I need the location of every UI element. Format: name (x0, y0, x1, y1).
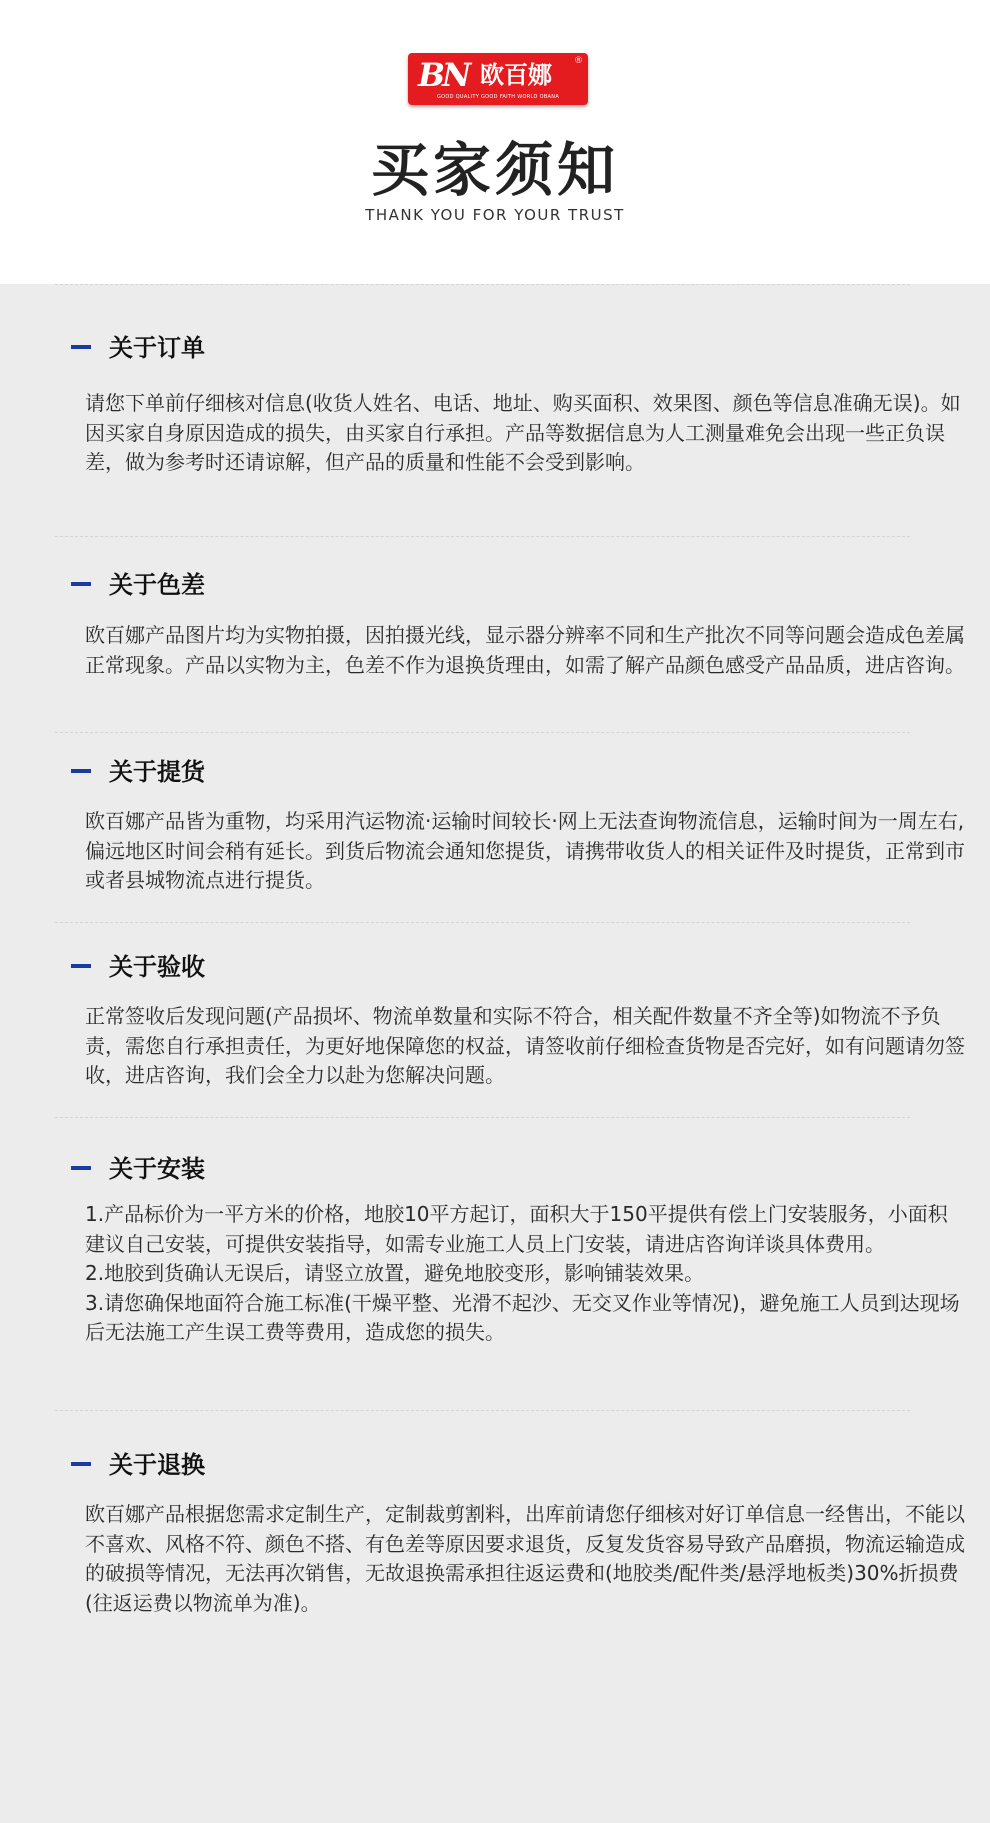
section-paragraph: 欧百娜产品根据您需求定制生产，定制裁剪割料，出库前请您仔细核对好订单信息一经售出，不能以不喜欢、风格不符、颜色不搭、有色差等原因要求退货，反复发货容易导致产品磨损，物流运输造成的破损等情况，无法再次销售，无故退换需承担往返运费和(地胶类/配件类/悬浮地板类)30%折损费(往返运费以物流单为准)。 (85, 1502, 965, 1615)
section-paragraph: 1.产品标价为一平方米的价格，地胶10平方起订，面积大于150平提供有偿上门安装服务，小面积建议自己安装，可提供安装指导，如需专业施工人员上门安装，请进店咨询详谈具体费用。 (85, 1202, 948, 1256)
section-divider (55, 1410, 910, 1411)
section-body (85, 1200, 965, 1348)
section-paragraph: 正常签收后发现问题(产品损坏、物流单数量和实际不符合，相关配件数量不齐全等)如物流不予负责，需您自行承担责任，为更好地保障您的权益，请签收前仔细检查货物是否完好，如有问题请勿签收，进店咨询，我们会全力以赴为您解决问题。 (85, 1004, 965, 1087)
brand-logo (408, 53, 588, 105)
dash-icon (71, 769, 91, 773)
logo-name: 欧百娜 (480, 61, 552, 89)
header-banner (0, 0, 990, 284)
dash-icon (71, 582, 91, 586)
section-divider (55, 1117, 910, 1118)
section-paragraph: 欧百娜产品皆为重物，均采用汽运物流·运输时间较长·网上无法查询物流信息，运输时间为一周左右,偏远地区时间会稍有延长。到货后物流会通知您提货，请携带收货人的相关证件及时提货，正常到市或者县城物流点进行提货。 (85, 809, 965, 892)
section-title: 关于色差 (109, 571, 205, 599)
section-title: 关于安装 (109, 1155, 205, 1183)
dash-icon (71, 1462, 91, 1466)
section-paragraph: 欧百娜产品图片均为实物拍摄，因拍摄光线，显示器分辨率不同和生产批次不同等问题会造成色差属正常现象。产品以实物为主，色差不作为退换货理由，如需了解产品颜色感受产品品质，进店咨询。 (85, 623, 965, 677)
page-title: 买家须知 (370, 136, 619, 204)
section-divider (55, 284, 910, 285)
section-paragraph: 3.请您确保地面符合施工标准(干燥平整、光滑不起沙、无交叉作业等情况)，避免施工人员到达现场后无法施工产生误工费等费用，造成您的损失。 (85, 1290, 960, 1344)
logo-slogan: GOOD QUALITY GOOD FAITH WORLD OBANA (436, 94, 560, 100)
section-body (85, 807, 965, 896)
section-title: 关于退换 (109, 1451, 205, 1479)
section-paragraph: 请您下单前仔细核对信息(收货人姓名、电话、地址、购买面积、效果图、颜色等信息准确无误)。如因买家自身原因造成的损失，由买家自行承担。产品等数据信息为人工测量难免会出现一些正负误差，做为参考时还请谅解，但产品的质量和性能不会受到影响。 (85, 391, 961, 474)
section-body (85, 389, 965, 478)
section-title: 关于提货 (109, 758, 205, 786)
section-divider (55, 536, 910, 537)
section-divider (55, 922, 910, 923)
dash-icon (71, 345, 91, 349)
dash-icon (71, 1166, 91, 1170)
section-divider (55, 732, 910, 733)
section-title: 关于订单 (109, 334, 205, 362)
section-body (85, 1500, 965, 1618)
registered-mark: ® (574, 56, 583, 66)
section-body (85, 1002, 965, 1091)
logo-mark: BN (418, 56, 469, 94)
dash-icon (71, 964, 91, 968)
section-title: 关于验收 (109, 953, 205, 981)
page-subtitle: THANK YOU FOR YOUR TRUST (365, 206, 625, 224)
section-body (85, 621, 965, 680)
section-paragraph: 2.地胶到货确认无误后，请竖立放置，避免地胶变形，影响铺装效果。 (85, 1261, 705, 1285)
